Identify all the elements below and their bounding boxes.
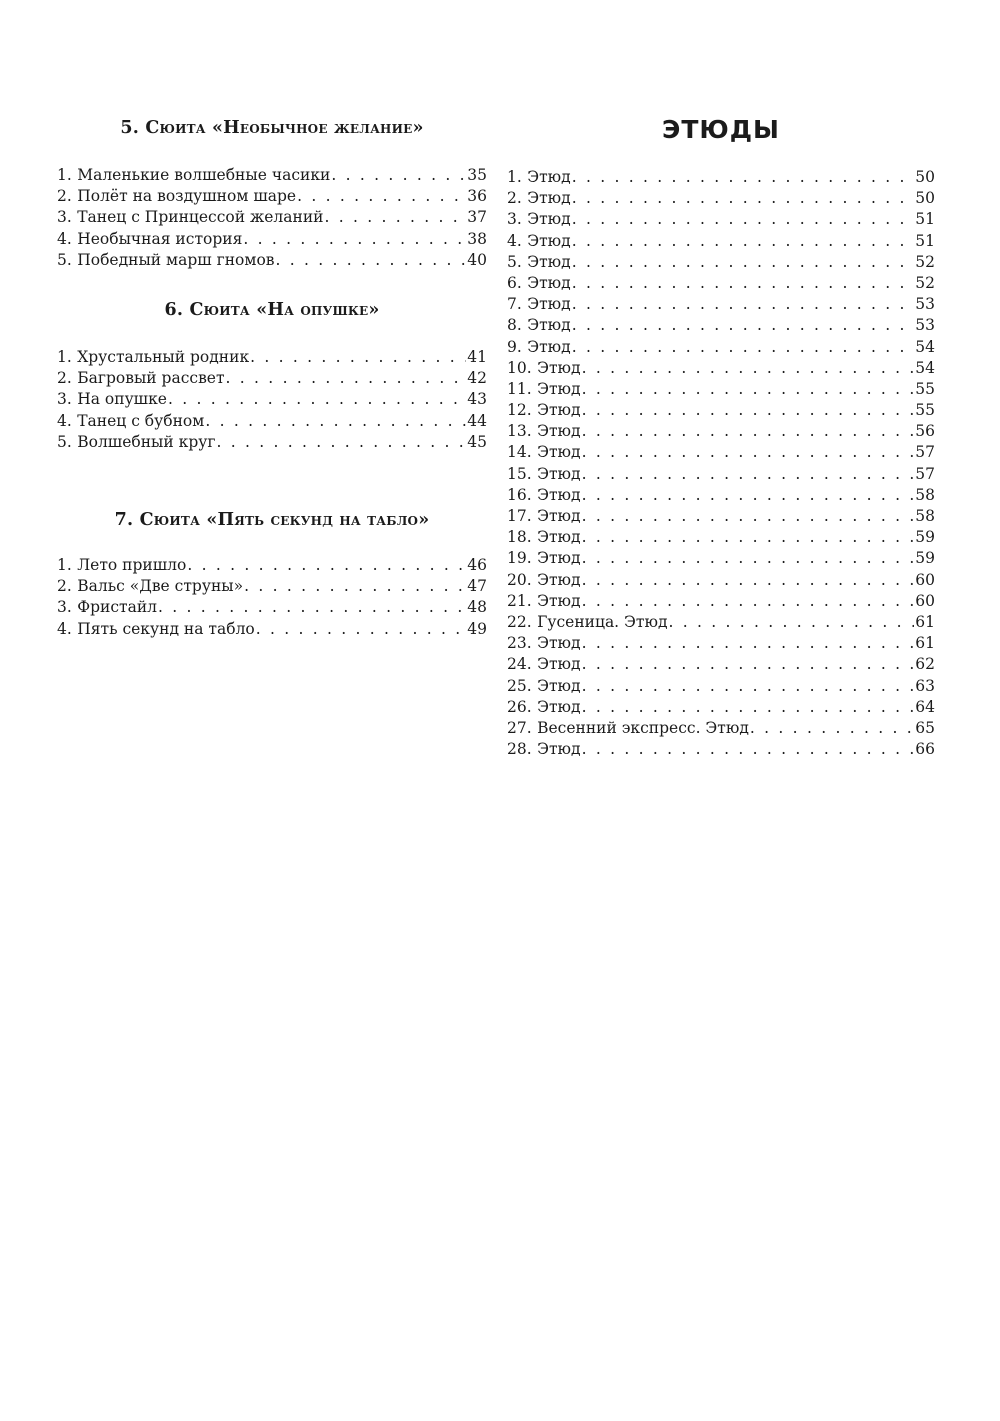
toc-entry-title: Этюд — [527, 189, 571, 208]
toc-entry-number: 5. — [507, 252, 522, 271]
toc-entry — [507, 549, 935, 570]
toc-dot-leader — [250, 348, 466, 366]
suite-7-heading — [57, 510, 487, 530]
toc-dot-leader — [582, 486, 915, 504]
toc-entry-title: Этюд — [527, 231, 571, 250]
toc-dot-leader — [572, 210, 915, 228]
toc-dot-leader — [582, 422, 915, 440]
toc-dot-leader — [572, 189, 915, 207]
toc-entry-title: Этюд — [527, 295, 571, 314]
toc-entry — [507, 486, 935, 507]
toc-entry-page: 63 — [915, 676, 935, 695]
toc-dot-leader — [582, 443, 915, 461]
toc-entry — [57, 577, 487, 598]
toc-entry-page: 57 — [915, 443, 935, 462]
toc-entry-title: Лето пришло — [77, 556, 187, 574]
toc-entry-number: 28. — [507, 740, 532, 759]
toc-entry — [57, 598, 487, 619]
toc-entry-number: 2. — [507, 189, 522, 208]
toc-entry-number: 1. — [57, 348, 72, 366]
toc-entry — [507, 719, 935, 740]
etudes-list — [507, 168, 935, 761]
toc-entry — [57, 390, 487, 411]
toc-entry-number: 12. — [507, 401, 532, 420]
toc-entry-page: 36 — [467, 187, 487, 206]
toc-entry-number: 4. — [57, 411, 72, 430]
toc-entry-page: 60 — [915, 570, 935, 589]
toc-dot-leader — [572, 168, 915, 186]
toc-entry-page: 66 — [915, 740, 935, 759]
toc-entry-page: 55 — [915, 401, 935, 420]
toc-entry-title: Фристайл — [77, 598, 158, 617]
toc-dot-leader — [226, 369, 467, 387]
toc-dot-leader — [243, 230, 466, 248]
toc-entry-page: 52 — [915, 252, 935, 271]
toc-entry-title: Победный марш гномов — [77, 250, 275, 269]
toc-entry-title: Этюд — [537, 549, 581, 568]
toc-dot-leader — [276, 251, 467, 269]
toc-entry — [57, 251, 487, 272]
toc-entry-page: 54 — [915, 337, 935, 356]
toc-entry-title: Этюд — [537, 507, 581, 525]
toc-entry — [507, 592, 935, 613]
toc-dot-leader — [582, 592, 915, 610]
toc-entry-number: 18. — [507, 528, 532, 547]
toc-entry-number: 22. — [507, 612, 532, 631]
toc-entry-number: 16. — [507, 485, 532, 504]
toc-entry — [507, 295, 935, 316]
suite-5-title: «Необычное желание» — [212, 118, 424, 138]
toc-entry-number: 4. — [57, 619, 72, 638]
toc-entry — [507, 253, 935, 274]
suite-6-list — [57, 348, 487, 454]
toc-entry-page: 56 — [915, 422, 935, 441]
toc-entry-number: 1. — [57, 166, 72, 184]
toc-entry-title: Этюд — [527, 168, 571, 186]
toc-entry-page: 53 — [915, 295, 935, 314]
toc-entry-number: 9. — [507, 337, 522, 356]
toc-dot-leader — [582, 528, 915, 546]
toc-dot-leader — [582, 655, 915, 673]
suite-6-number: 6. — [164, 300, 184, 320]
toc-entry-page: 49 — [467, 619, 487, 638]
toc-entry — [507, 528, 935, 549]
toc-entry-page: 60 — [915, 591, 935, 610]
toc-entry — [507, 168, 935, 189]
toc-entry — [507, 655, 935, 676]
toc-entry — [57, 208, 487, 229]
toc-entry — [57, 230, 487, 251]
toc-entry-title: Хрустальный родник — [77, 348, 250, 366]
toc-entry-number: 23. — [507, 634, 532, 653]
toc-entry-title: Необычная история — [77, 229, 243, 248]
toc-entry-number: 5. — [57, 250, 72, 269]
toc-entry — [57, 348, 487, 369]
toc-dot-leader — [582, 359, 915, 377]
toc-entry-title: Этюд — [537, 358, 581, 377]
toc-entry-page: 61 — [915, 634, 935, 653]
toc-entry-title: Танец с Принцессой желаний — [77, 208, 324, 227]
suite-6-heading — [57, 300, 487, 320]
toc-dot-leader — [158, 598, 466, 616]
suite-7-title: «Пять секунд на табло» — [206, 510, 430, 530]
toc-entry-number: 21. — [507, 591, 532, 610]
toc-entry-number: 5. — [57, 432, 72, 451]
toc-entry-number: 11. — [507, 379, 532, 398]
toc-entry-page: 65 — [915, 718, 935, 737]
toc-entry-number: 3. — [57, 390, 72, 409]
toc-entry — [507, 210, 935, 231]
toc-entry-title: Этюд — [537, 634, 581, 653]
toc-entry-page: 45 — [467, 432, 487, 451]
toc-entry — [507, 613, 935, 634]
toc-entry-number: 2. — [57, 187, 72, 206]
toc-entry-title: Этюд — [537, 379, 581, 398]
toc-entry-page: 59 — [915, 549, 935, 568]
toc-entry-page: 52 — [915, 273, 935, 292]
toc-entry-title: Этюд — [537, 697, 581, 716]
toc-entry-title: Полёт на воздушном шаре — [77, 187, 297, 206]
toc-dot-leader — [572, 295, 915, 313]
toc-dot-leader — [582, 634, 915, 652]
toc-entry-number: 1. — [57, 556, 72, 574]
suite-5-list — [57, 166, 487, 272]
toc-dot-leader — [572, 316, 915, 334]
suite-7-number: 7. — [114, 510, 134, 530]
toc-dot-leader — [582, 549, 915, 567]
toc-entry — [507, 380, 935, 401]
toc-entry — [507, 443, 935, 464]
toc-dot-leader — [582, 507, 915, 525]
toc-entry-number: 14. — [507, 443, 532, 462]
toc-entry-number: 8. — [507, 316, 522, 335]
toc-entry-page: 55 — [915, 379, 935, 398]
toc-entry-number: 26. — [507, 697, 532, 716]
toc-entry-number: 3. — [507, 210, 522, 229]
toc-entry-page: 37 — [467, 208, 487, 227]
toc-entry — [57, 369, 487, 390]
toc-entry-page: 41 — [467, 348, 487, 366]
toc-entry-page: 35 — [467, 166, 487, 184]
toc-entry-page: 43 — [467, 390, 487, 409]
toc-entry-title: Этюд — [527, 316, 571, 335]
toc-entry-number: 2. — [57, 577, 72, 596]
toc-entry — [507, 274, 935, 295]
toc-entry-title: Этюд — [537, 443, 581, 462]
toc-entry — [57, 620, 487, 641]
toc-entry-number: 15. — [507, 464, 532, 483]
toc-dot-leader — [582, 740, 915, 758]
toc-entry-page: 47 — [467, 577, 487, 596]
toc-entry-number: 24. — [507, 655, 532, 674]
toc-entry-page: 46 — [467, 556, 487, 574]
toc-entry — [507, 507, 935, 528]
toc-entry — [507, 316, 935, 337]
toc-entry-page: 64 — [915, 697, 935, 716]
toc-entry-page: 50 — [915, 168, 935, 186]
toc-dot-leader — [205, 412, 466, 430]
toc-entry-page: 50 — [915, 189, 935, 208]
toc-entry-title: Этюд — [537, 591, 581, 610]
toc-entry-page: 57 — [915, 464, 935, 483]
toc-entry-number: 13. — [507, 422, 532, 441]
toc-dot-leader — [582, 571, 915, 589]
toc-dot-leader — [187, 556, 466, 574]
toc-entry-page: 40 — [467, 250, 487, 269]
toc-entry-title: На опушке — [77, 390, 167, 409]
toc-entry-title: Вальс «Две струны» — [77, 577, 244, 596]
toc-entry-title: Этюд — [537, 401, 581, 420]
toc-entry-title: Этюд — [537, 740, 581, 759]
toc-entry-title: Этюд — [527, 273, 571, 292]
toc-entry-title: Этюд — [537, 570, 581, 589]
toc-entry-page: 54 — [915, 358, 935, 377]
toc-dot-leader — [582, 698, 915, 716]
toc-dot-leader — [582, 380, 915, 398]
toc-dot-leader — [572, 232, 915, 250]
toc-entry-number: 19. — [507, 549, 532, 568]
suite-7-prefix: Сюита — [139, 510, 201, 530]
toc-entry-title: Гусеница. Этюд — [537, 612, 668, 631]
toc-dot-leader — [297, 187, 466, 205]
toc-entry-number: 27. — [507, 718, 532, 737]
toc-entry — [57, 412, 487, 433]
toc-entry-page: 42 — [467, 369, 487, 388]
toc-dot-leader — [216, 433, 466, 451]
toc-entry-title: Этюд — [527, 252, 571, 271]
toc-entry-title: Этюд — [537, 485, 581, 504]
toc-entry-page: 62 — [915, 655, 935, 674]
toc-entry-number: 3. — [57, 208, 72, 227]
suite-6-title: «На опушке» — [256, 300, 380, 320]
toc-entry — [57, 433, 487, 454]
toc-dot-leader — [168, 390, 466, 408]
toc-entry-title: Этюд — [537, 676, 581, 695]
toc-entry-number: 4. — [507, 231, 522, 250]
toc-entry — [57, 187, 487, 208]
toc-entry-title: Этюд — [537, 528, 581, 547]
toc-entry — [507, 698, 935, 719]
toc-dot-leader — [582, 401, 915, 419]
toc-dot-leader — [582, 677, 915, 695]
toc-entry-number: 17. — [507, 507, 532, 525]
toc-entry — [507, 359, 935, 380]
toc-entry-title: Багровый рассвет — [77, 369, 225, 388]
toc-entry-title: Маленькие волшебные часики — [77, 166, 331, 184]
toc-dot-leader — [325, 208, 467, 226]
toc-entry-title: Этюд — [537, 655, 581, 674]
toc-entry — [57, 166, 487, 187]
toc-dot-leader — [582, 465, 915, 483]
toc-entry-page: 58 — [915, 485, 935, 504]
toc-entry — [507, 189, 935, 210]
toc-entry-number: 6. — [507, 273, 522, 292]
toc-dot-leader — [244, 577, 466, 595]
toc-entry-page: 61 — [915, 612, 935, 631]
toc-dot-leader — [669, 613, 915, 631]
toc-entry-title: Этюд — [527, 210, 571, 229]
toc-entry-page: 51 — [915, 231, 935, 250]
toc-entry-page: 59 — [915, 528, 935, 547]
toc-entry-title: Весенний экспресс. Этюд — [537, 718, 749, 737]
toc-entry-page: 44 — [467, 411, 487, 430]
suite-5-heading — [57, 118, 487, 138]
etudes-heading: ЭТЮДЫ — [662, 115, 780, 144]
toc-entry-title: Волшебный круг — [77, 432, 216, 451]
toc-dot-leader — [256, 620, 467, 638]
toc-entry-number: 3. — [57, 598, 72, 617]
toc-entry-page: 53 — [915, 316, 935, 335]
toc-entry — [57, 556, 487, 577]
toc-entry-number: 2. — [57, 369, 72, 388]
toc-entry-page: 48 — [467, 598, 487, 617]
toc-dot-leader — [331, 166, 466, 184]
toc-entry-number: 25. — [507, 676, 532, 695]
toc-entry — [507, 740, 935, 761]
toc-entry-title: Танец с бубном — [77, 411, 205, 430]
toc-entry — [507, 401, 935, 422]
toc-entry-number: 4. — [57, 229, 72, 248]
toc-entry — [507, 465, 935, 486]
toc-entry-page: 58 — [915, 507, 935, 525]
toc-entry-number: 1. — [507, 168, 522, 186]
toc-entry — [507, 634, 935, 655]
toc-entry-title: Пять секунд на табло — [77, 619, 255, 638]
toc-entry — [507, 338, 935, 359]
toc-entry-page: 38 — [467, 229, 487, 248]
suite-5-number: 5. — [120, 118, 140, 138]
toc-dot-leader — [572, 253, 915, 271]
toc-entry — [507, 422, 935, 443]
suite-7-list — [57, 556, 487, 641]
suite-5-prefix: Сюита — [145, 118, 206, 138]
toc-entry-title: Этюд — [537, 464, 581, 483]
toc-entry-page: 51 — [915, 210, 935, 229]
toc-entry — [507, 571, 935, 592]
toc-entry-number: 10. — [507, 358, 532, 377]
toc-entry-title: Этюд — [537, 422, 581, 441]
toc-entry-title: Этюд — [527, 337, 571, 356]
suite-6-prefix: Сюита — [189, 300, 250, 320]
toc-entry-number: 7. — [507, 295, 522, 314]
toc-entry — [507, 677, 935, 698]
toc-dot-leader — [572, 338, 915, 356]
toc-dot-leader — [572, 274, 915, 292]
toc-dot-leader — [750, 719, 914, 737]
toc-entry-number: 20. — [507, 570, 532, 589]
toc-entry — [507, 232, 935, 253]
